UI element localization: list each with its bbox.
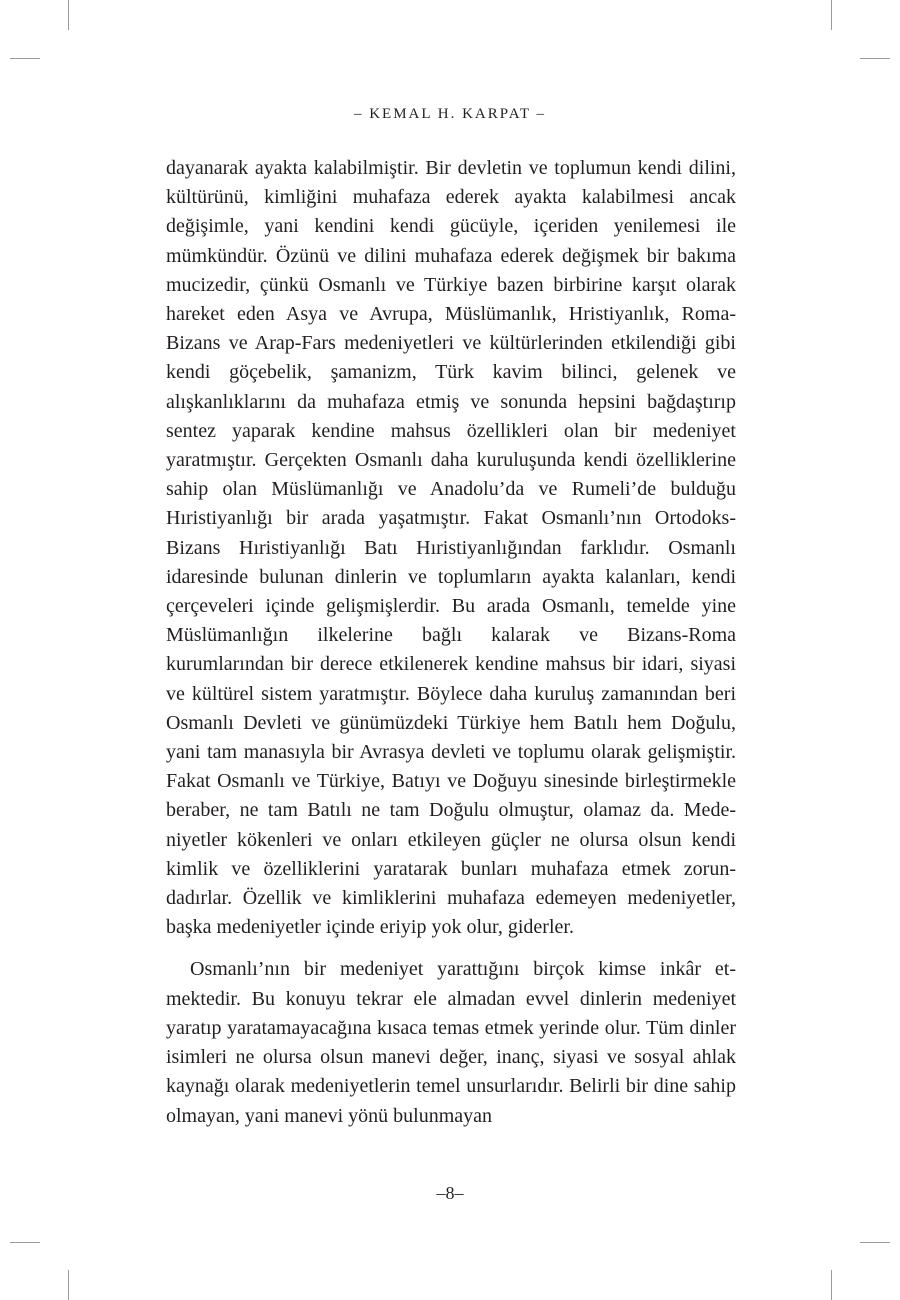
- crop-mark-top-left: [68, 0, 69, 30]
- crop-mark-left-bottom: [10, 1242, 40, 1243]
- crop-mark-bottom-right: [831, 1270, 832, 1300]
- paragraph-1: dayanarak ayakta kalabilmiştir. Bir devletin ve toplumun kendi dilini, kültürünü, kimliğini muhafaza ederek ayakta kalabilmesi ancak değişimle, yani kendini kendi gücüyle, içeriden yenilemesi ile mümkündür. Özünü ve dilini muhafaza ederek değişmek bir bakıma mucizedir, çünkü Osmanlı ve Türkiye bazen birbirine karşıt olarak hareket eden Asya ve Avrupa, Müslümanlık, Hristiyanlık, Roma-Bizans ve Arap-Fars medeniyetleri ve kültürlerinden etkilendiği gibi kendi göçebelik, şamanizm, Türk kavim bilinci, gelenek ve alışkanlıklarını da muhafaza etmiş ve sonunda hepsini bağdaştırıp sentez yaparak kendine mahsus özellikleri olan bir medeniyet yaratmıştır. Gerçekten Osmanlı daha kuruluşunda kendi özelliklerine sahip olan Müslümanlığı ve Anadolu’da ve Rumeli’de bulduğu Hıristiyanlığı bir arada yaşatmıştır. Fakat Osmanlı’nın Ortodoks-Bizans Hıristiyanlığı Batı Hıristiyanlığından farklıdır. Osmanlı idaresinde bulunan dinlerin ve toplumların ayakta kalanları, kendi çerçeveleri içinde gelişmişlerdir. Bu arada Osmanlı, temelde yine Müslümanlığın ilkelerine bağlı kalarak ve Bizans-Roma kurumlarından bir derece etkilenerek kendine mahsus bir idari, siyasi ve kültürel sistem yaratmıştır. Böylece daha kuruluş zamanından beri Osmanlı Devleti ve günümüzdeki Türkiye hem Batılı hem Doğulu, yani tam manasıyla bir Avrasya devleti ve toplumu olarak gelişmiştir. Fakat Osmanlı ve Türkiye, Batıyı ve Doğuyu sinesinde birleştirmekle beraber, ne tam Batılı ne tam Doğulu olmuştur, olamaz da. Medeniyetler kökenleri ve onları etkileyen güçler ne olursa olsun kendi kimlik ve özelliklerini yaratarak bunları muhafaza etmek zorundadırlar. Özellik ve kimliklerini muhafaza edemeyen medeniyetler, başka medeniyetler içinde eriyip yok olur, giderler.: [166, 157, 736, 939]
- paragraph-2: Osmanlı’nın bir medeniyet yarattığını birçok kimse inkâr etmektedir. Bu konuyu tekrar ele almadan evvel dinlerin medeniyet yaratıp yaratamayacağına kısaca temas etmek yerinde olur. Tüm dinler isimleri ne olursa olsun manevi değer, inanç, siyasi ve sosyal ahlak kaynağı olarak medeniyetlerin temel unsurlarıdır. Belirli bir dine sahip olmayan, yani manevi yönü bulunmayan: [166, 958, 736, 1127]
- page-number: –8–: [436, 1183, 464, 1203]
- crop-mark-bottom-left: [68, 1270, 69, 1300]
- crop-mark-left-top: [10, 58, 40, 59]
- crop-mark-right-bottom: [860, 1242, 890, 1243]
- crop-mark-top-right: [831, 0, 832, 30]
- body-text: [166, 154, 736, 1131]
- crop-mark-right-top: [860, 58, 890, 59]
- running-head: – KEMAL H. KARPAT –: [353, 106, 547, 122]
